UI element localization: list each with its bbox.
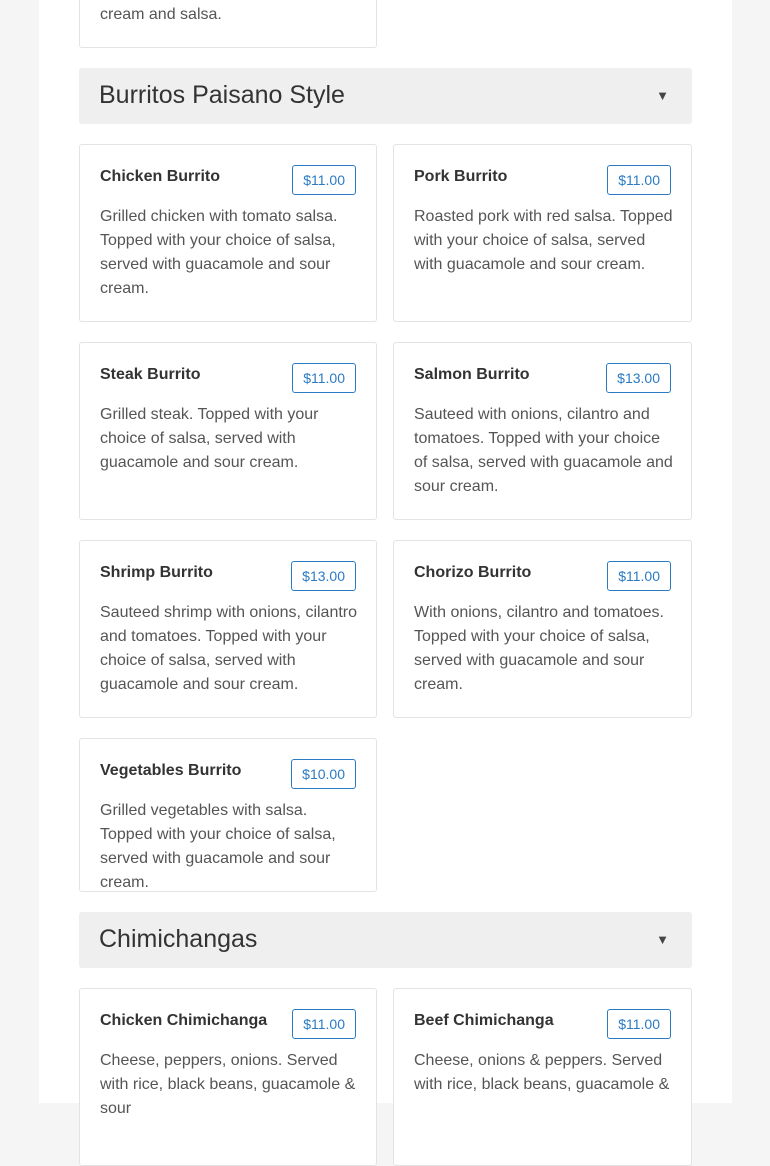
- menu-item-price[interactable]: $13.00: [291, 561, 356, 591]
- menu-item-card[interactable]: [393, 342, 692, 520]
- menu-item-card[interactable]: [393, 540, 692, 718]
- menu-item-description: Grilled steak. Topped with your choice of salsa, served with guacamole and sour cream.: [100, 406, 319, 471]
- menu-item-price[interactable]: $11.00: [292, 1009, 356, 1039]
- menu-item-name: Pork Burrito: [414, 168, 508, 185]
- menu-item-description: Cheese, peppers, onions. Served with rice, black beans, guacamole & sour: [100, 1052, 356, 1117]
- menu-item-price[interactable]: $11.00: [607, 561, 671, 591]
- menu-item-description: Sauteed with onions, cilantro and tomatoes. Topped with your choice of salsa, served with guacamole and sour cream.: [414, 406, 673, 495]
- menu-item-card[interactable]: [79, 738, 377, 892]
- menu-item-card[interactable]: [393, 144, 692, 322]
- menu-item-price[interactable]: $10.00: [291, 759, 356, 789]
- menu-item-price[interactable]: $11.00: [607, 165, 671, 195]
- menu-item-name: Chorizo Burrito: [414, 564, 532, 581]
- menu-item-description: Grilled vegetables with salsa. Topped with your choice of salsa, served with guacamole and sour cream.: [100, 802, 336, 891]
- menu-item-description: cream and salsa.: [100, 6, 222, 23]
- menu-item-price[interactable]: $11.00: [607, 1009, 671, 1039]
- menu-item-description: Roasted pork with red salsa. Topped with your choice of salsa, served with guacamole and sour cream.: [414, 208, 673, 273]
- menu-item-name: Steak Burrito: [100, 366, 201, 383]
- menu-item-description: Cheese, onions & peppers. Served with rice, black beans, guacamole &: [414, 1052, 670, 1093]
- menu-item-name: Chicken Burrito: [100, 168, 221, 185]
- section-header-chimichangas[interactable]: [79, 912, 692, 968]
- menu-item-price[interactable]: $13.00: [606, 363, 671, 393]
- menu-item-price[interactable]: $11.00: [292, 165, 356, 195]
- menu-item-card[interactable]: [79, 144, 377, 322]
- menu-item-card-partial: [79, 0, 377, 48]
- menu-item-card[interactable]: [79, 988, 377, 1166]
- menu-item-name: Salmon Burrito: [414, 366, 530, 383]
- menu-item-description: Grilled chicken with tomato salsa. Topped with your choice of salsa, served with guacamole and sour cream.: [100, 208, 338, 297]
- caret-down-icon[interactable]: ▼: [656, 932, 669, 947]
- menu-item-name: Vegetables Burrito: [100, 762, 242, 779]
- menu-item-card[interactable]: [79, 540, 377, 718]
- menu-item-card[interactable]: [79, 342, 377, 520]
- menu-item-name: Shrimp Burrito: [100, 564, 213, 581]
- menu-item-description: Sauteed shrimp with onions, cilantro and tomatoes. Topped with your choice of salsa, served with guacamole and sour cream.: [100, 604, 358, 693]
- menu-item-name: Beef Chimichanga: [414, 1012, 554, 1029]
- section-title: Chimichangas: [99, 925, 258, 953]
- section-title: Burritos Paisano Style: [99, 81, 345, 109]
- menu-item-name: Chicken Chimichanga: [100, 1012, 268, 1029]
- menu-item-price[interactable]: $11.00: [292, 363, 356, 393]
- section-header-burritos[interactable]: [79, 68, 692, 124]
- menu-item-description: With onions, cilantro and tomatoes. Topped with your choice of salsa, served with guacamole and sour cream.: [414, 604, 664, 693]
- menu-page: [39, 0, 732, 1117]
- menu-item-card[interactable]: [393, 988, 692, 1166]
- caret-down-icon[interactable]: ▼: [656, 88, 669, 103]
